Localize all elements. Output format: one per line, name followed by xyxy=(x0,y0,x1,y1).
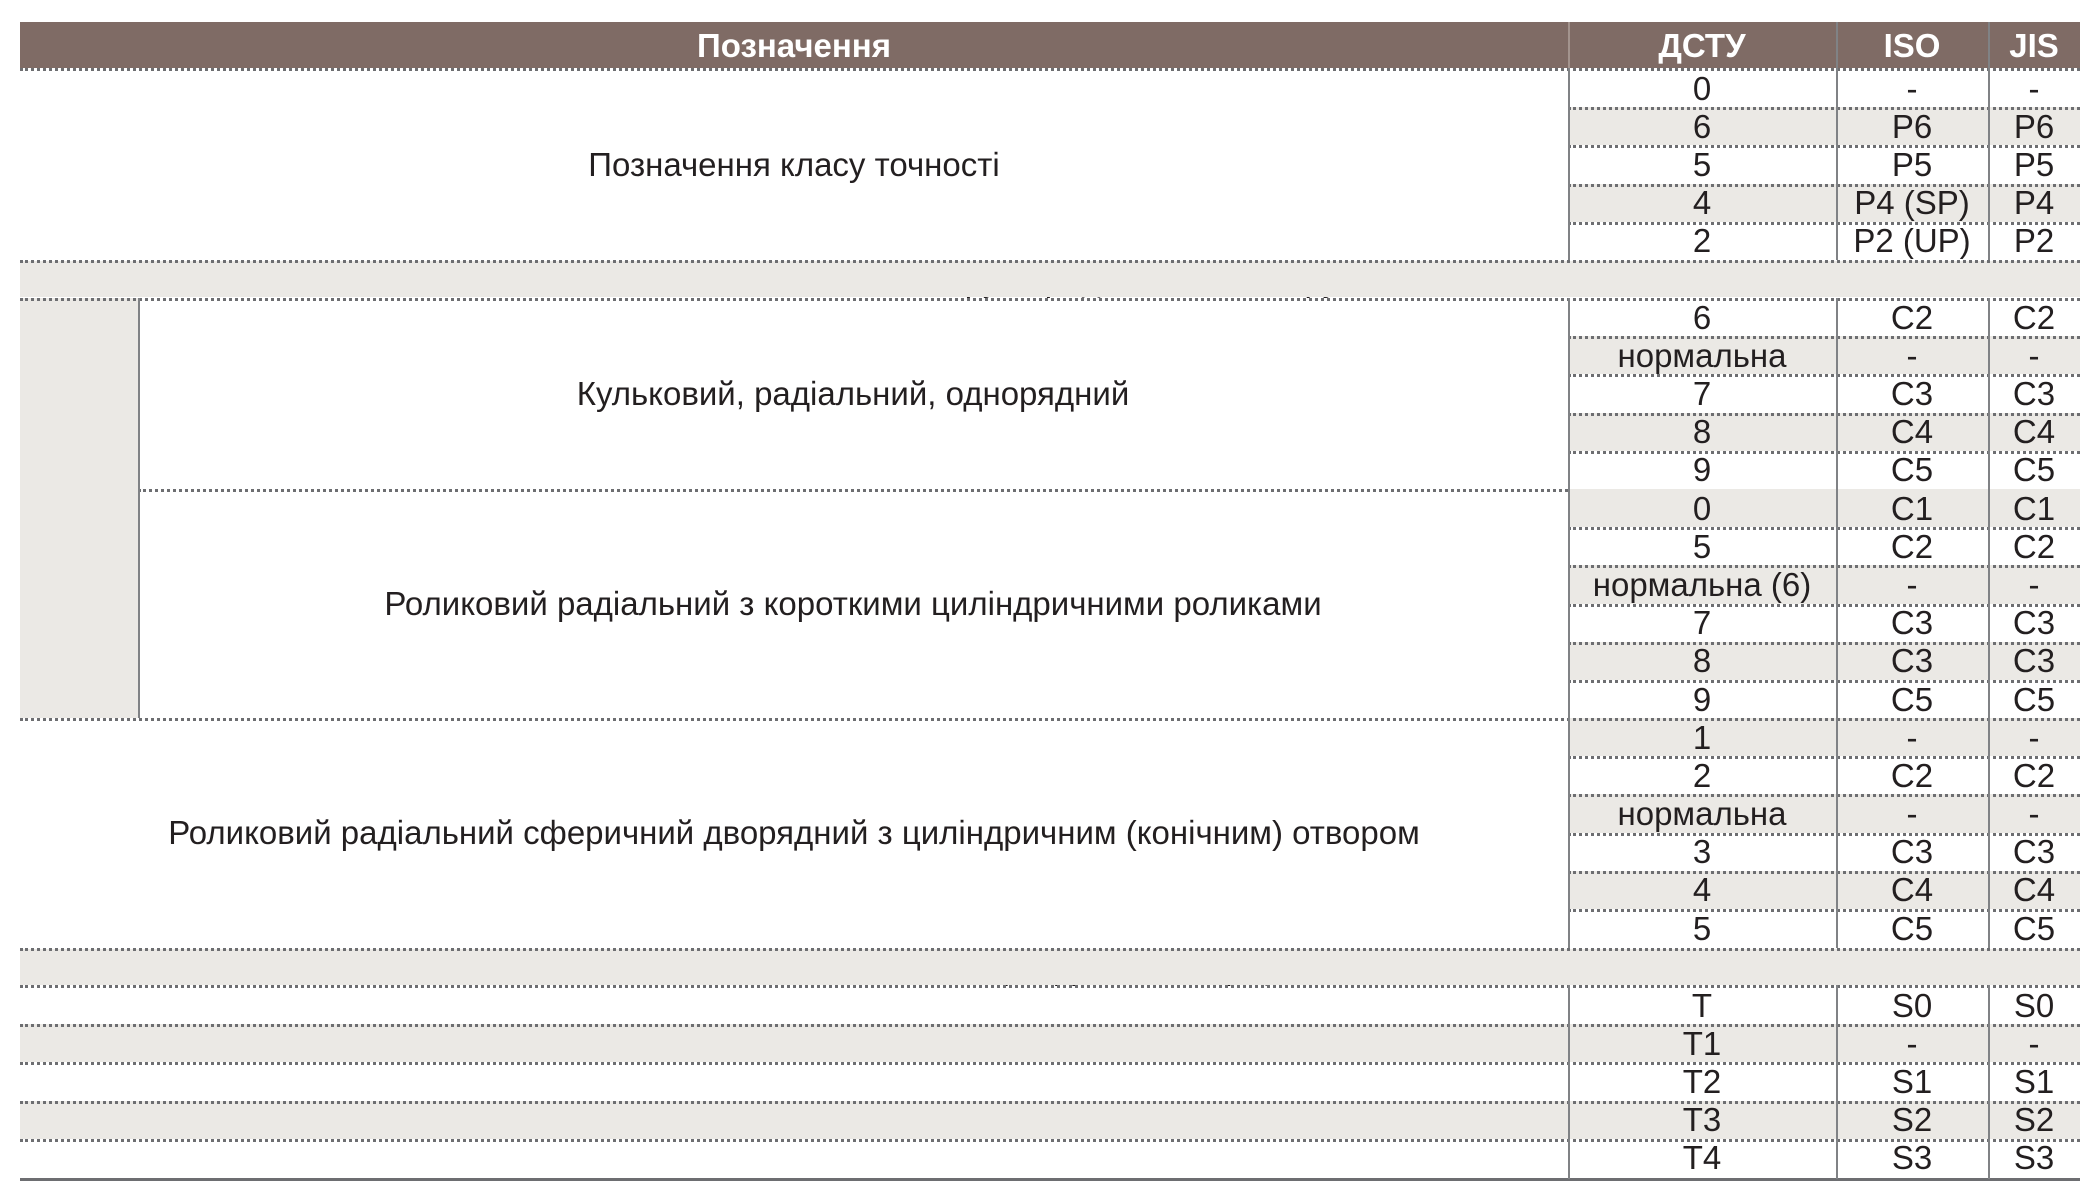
table-cell-dstu: 4 xyxy=(1692,184,1712,222)
table-cell-jis: - xyxy=(2028,794,2040,832)
table-cell-jis: C5 xyxy=(2012,909,2056,947)
table-cell-iso: - xyxy=(1906,718,1918,756)
table-cell-iso: C3 xyxy=(1890,833,1934,871)
header-jis: JIS xyxy=(2009,26,2059,64)
row-divider xyxy=(1568,642,2080,645)
table-cell-jis: C4 xyxy=(2012,871,2056,909)
table-cell-iso: S3 xyxy=(1891,1139,1933,1177)
table-cell-dstu: 9 xyxy=(1692,451,1712,489)
bearing-type-divider xyxy=(138,298,140,718)
table-bottom-rule xyxy=(20,1178,2080,1181)
section-band xyxy=(20,949,2080,985)
table-cell-jis: - xyxy=(2028,336,2040,374)
row-divider xyxy=(1568,604,2080,607)
table-cell-iso: C3 xyxy=(1890,374,1934,412)
row-divider xyxy=(20,1139,2080,1142)
table-cell-jis: C3 xyxy=(2012,642,2056,680)
table-cell-jis: P2 xyxy=(2013,222,2055,260)
row-divider xyxy=(20,1024,2080,1027)
row-divider xyxy=(1568,680,2080,683)
table-cell-iso: C5 xyxy=(1890,909,1934,947)
row-divider xyxy=(1568,833,2080,836)
table-cell-iso: P5 xyxy=(1891,145,1933,183)
section-band xyxy=(20,261,2080,297)
table-cell-jis: C3 xyxy=(2012,604,2056,642)
row-divider xyxy=(1568,451,2080,454)
table-cell-dstu: 4 xyxy=(1692,871,1712,909)
table-cell-iso: - xyxy=(1906,794,1918,832)
subsection-divider xyxy=(138,489,1568,492)
table-cell-dstu: 9 xyxy=(1692,680,1712,718)
table-cell-jis: S0 xyxy=(2013,986,2055,1024)
row-divider xyxy=(1568,336,2080,339)
table-cell-iso: - xyxy=(1906,336,1918,374)
column-divider xyxy=(1836,298,1838,948)
table-cell-iso: C3 xyxy=(1890,642,1934,680)
table-cell-jis: P5 xyxy=(2013,145,2055,183)
table-cell-dstu: 0 xyxy=(1692,489,1712,527)
section-ball-radial: Кульковий, радіальний, однорядний xyxy=(576,375,1130,412)
table-cell-jis: - xyxy=(2028,565,2040,603)
table-cell-jis: - xyxy=(2028,1024,2040,1062)
table-cell-jis: S2 xyxy=(2013,1101,2055,1139)
row-divider xyxy=(1568,565,2080,568)
row-divider xyxy=(1568,222,2080,225)
column-divider xyxy=(1568,298,1570,948)
table-cell-iso: C2 xyxy=(1890,527,1934,565)
column-divider xyxy=(1836,985,1838,1179)
row-divider xyxy=(1568,909,2080,912)
table-cell-dstu: 2 xyxy=(1692,222,1712,260)
table-cell-jis: C5 xyxy=(2012,680,2056,718)
table-cell-dstu: нормальна (6) xyxy=(1592,565,1812,603)
section-accuracy-class: Позначення класу точності xyxy=(588,145,1000,183)
row-divider xyxy=(1568,756,2080,759)
table-cell-dstu: 2 xyxy=(1692,756,1712,794)
table-cell-dstu: 0 xyxy=(1692,69,1712,107)
table-cell-jis: - xyxy=(2028,718,2040,756)
table-cell-dstu: 5 xyxy=(1692,909,1712,947)
table-cell-iso: - xyxy=(1906,69,1918,107)
section-roller-cylindrical: Роликовий радіальний з короткими циліндричними роликами xyxy=(384,585,1322,622)
table-cell-jis: C2 xyxy=(2012,756,2056,794)
table-cell-jis: C5 xyxy=(2012,451,2056,489)
table-cell-dstu: 6 xyxy=(1692,298,1712,336)
table-cell-jis: - xyxy=(2028,69,2040,107)
section-divider xyxy=(20,985,2080,988)
table-cell-iso: P4 (SP) xyxy=(1854,184,1970,222)
row-divider xyxy=(1568,145,2080,148)
table-cell-iso: C1 xyxy=(1890,489,1934,527)
column-divider xyxy=(1988,22,1990,260)
header-iso: ISO xyxy=(1883,26,1941,64)
row-divider xyxy=(20,1062,2080,1065)
section-divider xyxy=(20,948,2080,951)
table-cell-dstu: T1 xyxy=(1682,1024,1722,1062)
header-dstu: ДСТУ xyxy=(1658,26,1746,64)
table-cell-iso: C3 xyxy=(1890,604,1934,642)
header-designation: Позначення xyxy=(697,26,891,64)
row-divider xyxy=(1568,413,2080,416)
column-divider xyxy=(1568,985,1570,1179)
table-cell-dstu: 5 xyxy=(1692,527,1712,565)
table-cell-iso: C2 xyxy=(1890,756,1934,794)
column-divider xyxy=(1988,985,1990,1179)
table-cell-dstu: 1 xyxy=(1692,718,1712,756)
table-cell-dstu: 6 xyxy=(1692,107,1712,145)
section-roller-spherical: Роликовий радіальний сферичний дворядний з циліндричним (конічним) отвором xyxy=(168,814,1420,851)
table-cell-iso: P6 xyxy=(1891,107,1933,145)
table-cell-jis: S3 xyxy=(2013,1139,2055,1177)
row-divider xyxy=(1568,794,2080,797)
bearing-type-band xyxy=(20,298,138,718)
header-column-divider xyxy=(1568,22,1570,68)
row-divider xyxy=(1568,871,2080,874)
row-divider xyxy=(1568,184,2080,187)
table-cell-dstu: 7 xyxy=(1692,604,1712,642)
table-cell-iso: C2 xyxy=(1890,298,1934,336)
table-cell-iso: C5 xyxy=(1890,451,1934,489)
row-divider xyxy=(1568,107,2080,110)
table-cell-jis: P6 xyxy=(2013,107,2055,145)
table-cell-iso: C4 xyxy=(1890,871,1934,909)
table-cell-dstu: 7 xyxy=(1692,374,1712,412)
table-cell-dstu: 8 xyxy=(1692,642,1712,680)
table-cell-dstu: T2 xyxy=(1682,1062,1722,1100)
table-cell-dstu: T4 xyxy=(1682,1139,1722,1177)
table-cell-jis: C4 xyxy=(2012,413,2056,451)
table-cell-jis: C2 xyxy=(2012,527,2056,565)
table-cell-jis: C3 xyxy=(2012,374,2056,412)
table-cell-jis: C1 xyxy=(2012,489,2056,527)
table-cell-dstu: 3 xyxy=(1692,833,1712,871)
section-divider xyxy=(20,68,2080,71)
row-divider xyxy=(1568,374,2080,377)
table-cell-jis: C2 xyxy=(2012,298,2056,336)
table-cell-iso: C5 xyxy=(1890,680,1934,718)
table-cell-iso: P2 (UP) xyxy=(1853,222,1971,260)
table-cell-dstu: нормальна xyxy=(1617,336,1787,374)
bearing-designation-table xyxy=(20,22,2080,1182)
section-divider xyxy=(20,260,2080,263)
row-divider xyxy=(1568,527,2080,530)
table-cell-jis: C3 xyxy=(2012,833,2056,871)
row-divider xyxy=(20,1101,2080,1104)
table-cell-jis: P4 xyxy=(2013,184,2055,222)
column-divider xyxy=(1568,68,1570,260)
table-cell-dstu: T3 xyxy=(1682,1101,1722,1139)
column-divider xyxy=(1836,22,1838,260)
table-cell-dstu: 8 xyxy=(1692,413,1712,451)
table-cell-iso: - xyxy=(1906,1024,1918,1062)
column-divider xyxy=(1988,298,1990,948)
table-cell-dstu: нормальна xyxy=(1617,794,1787,832)
table-cell-iso: S2 xyxy=(1891,1101,1933,1139)
section-divider xyxy=(20,298,2080,301)
table-cell-iso: S0 xyxy=(1891,986,1933,1024)
table-cell-iso: - xyxy=(1906,565,1918,603)
table-cell-iso: C4 xyxy=(1890,413,1934,451)
section-divider xyxy=(20,718,2080,721)
table-cell-dstu: T xyxy=(1691,986,1713,1024)
table-cell-dstu: 5 xyxy=(1692,145,1712,183)
table-cell-iso: S1 xyxy=(1891,1062,1933,1100)
table-cell-jis: S1 xyxy=(2013,1062,2055,1100)
